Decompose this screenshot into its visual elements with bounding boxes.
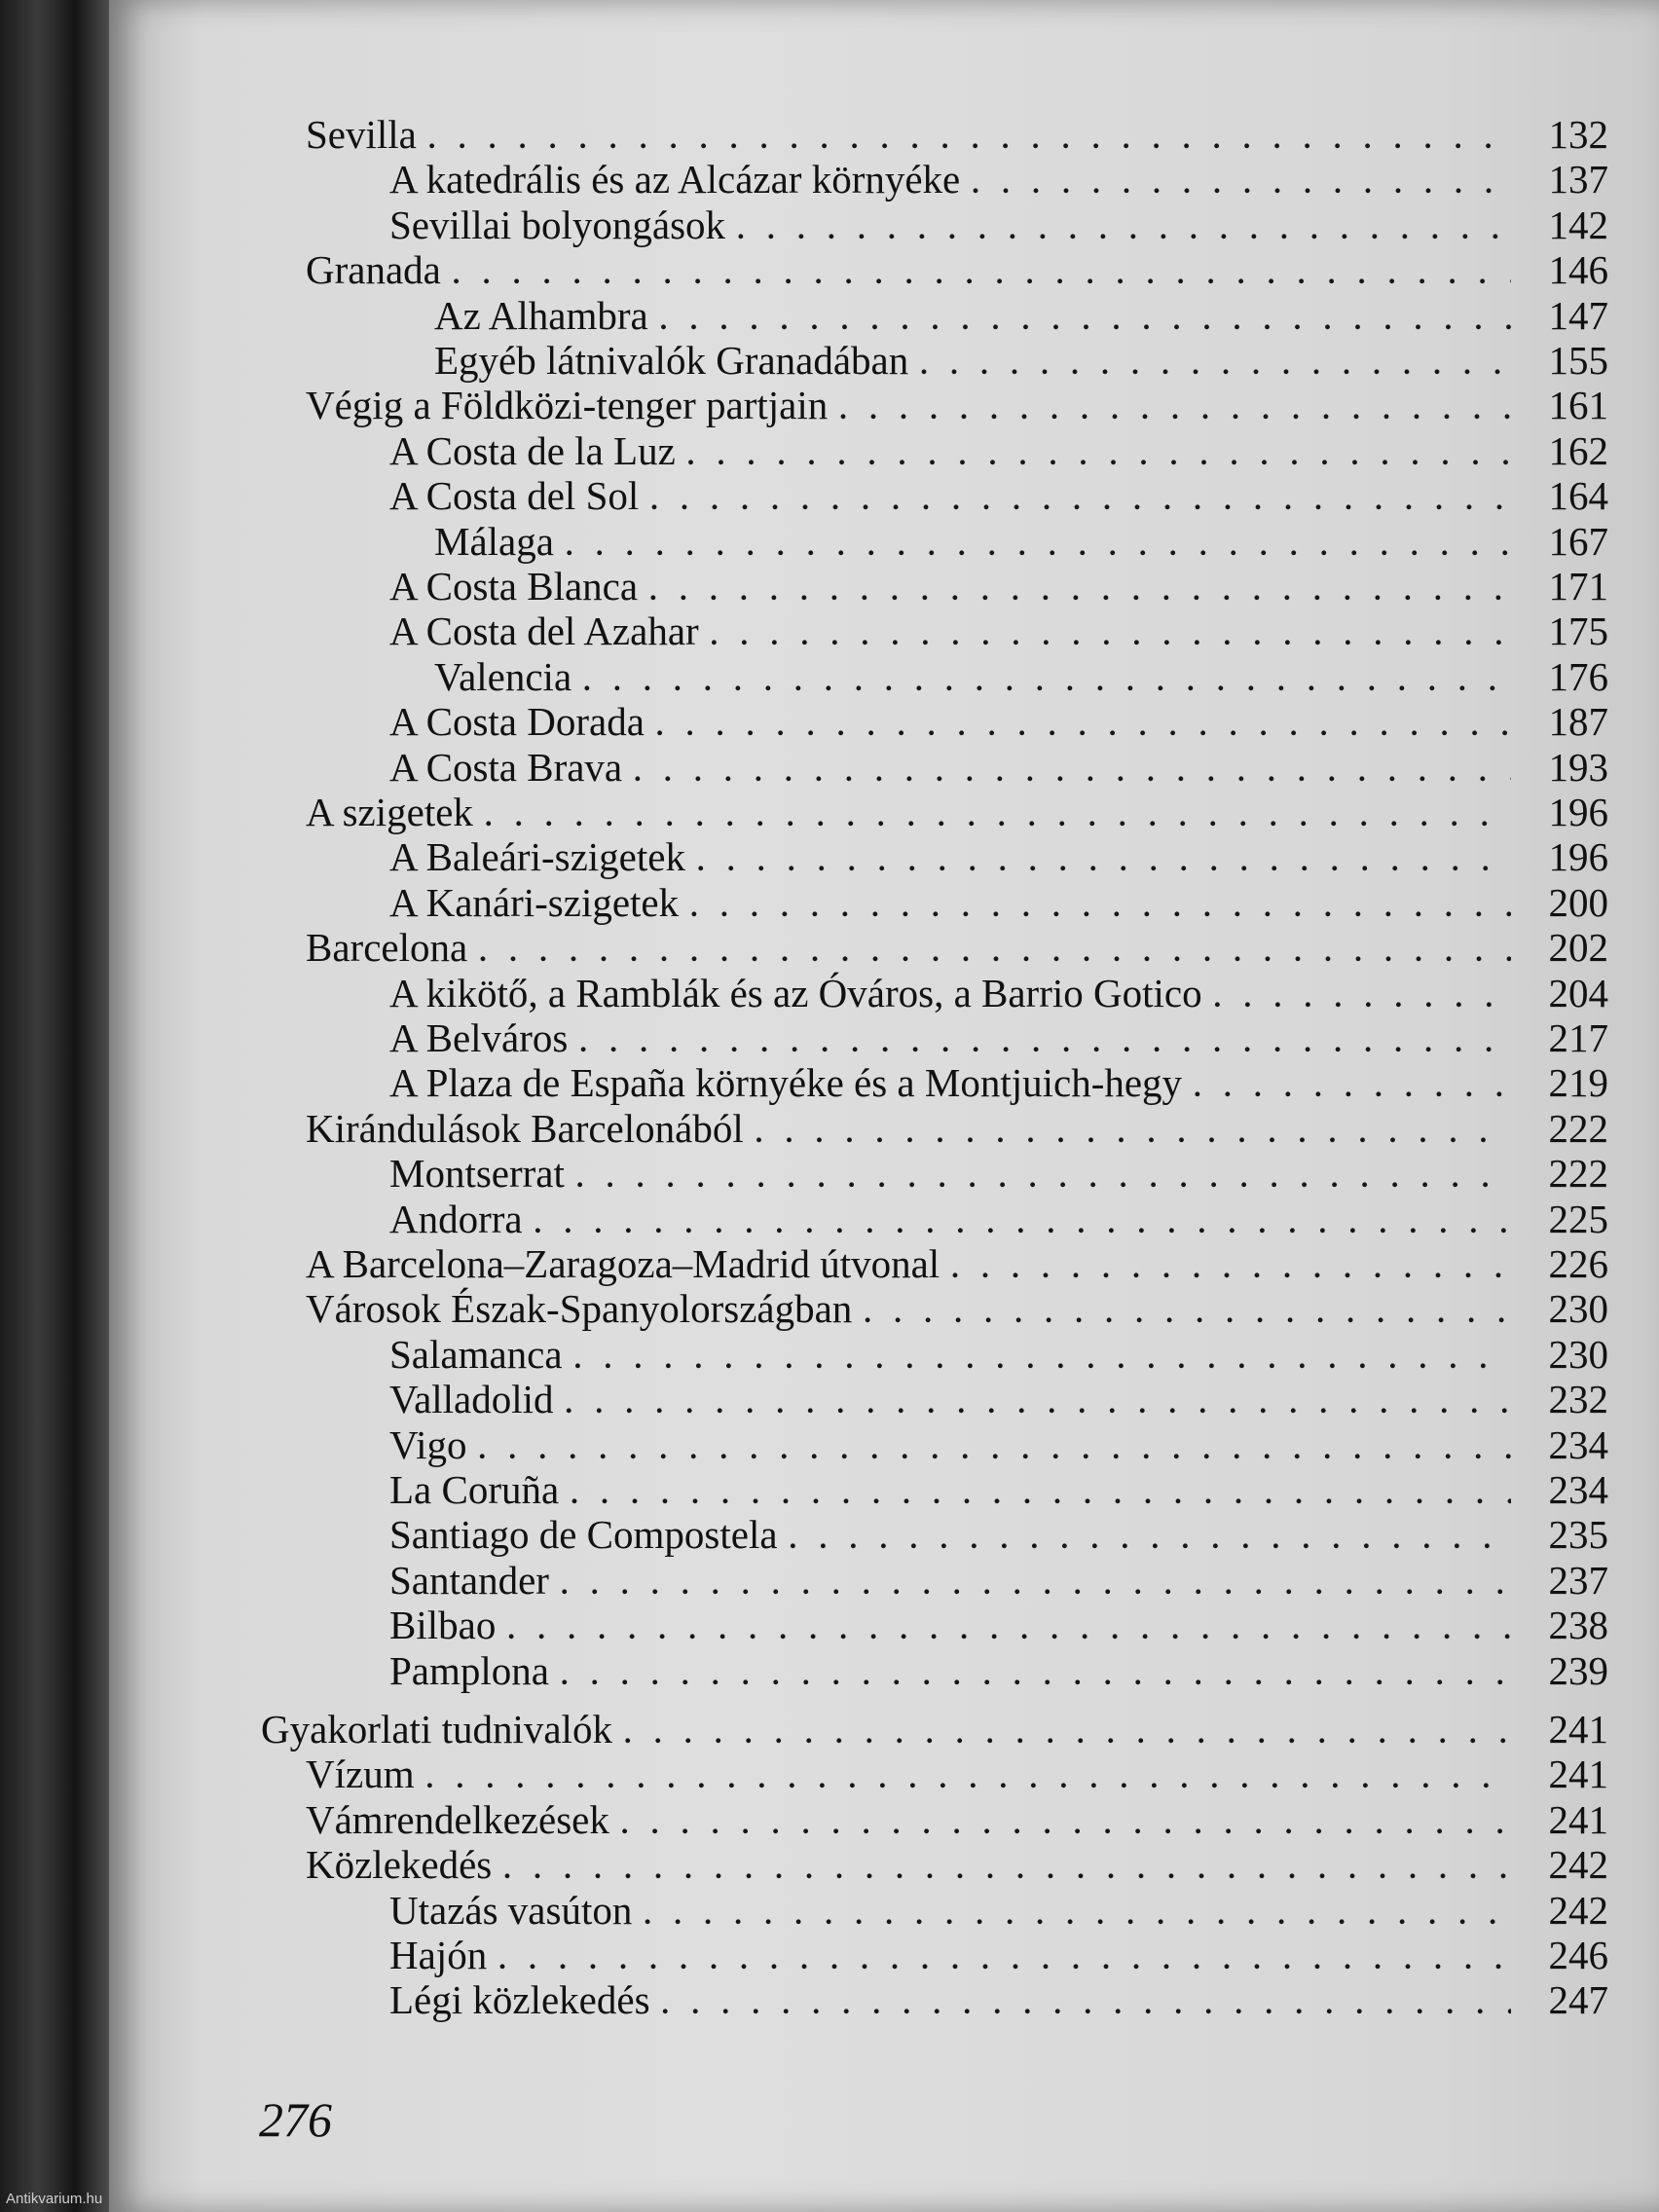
dot-leader [485,794,1511,839]
toc-entry-page: 237 [1548,1558,1608,1603]
toc-entry [306,383,1608,427]
page-number: 276 [259,2092,332,2147]
dot-leader [426,1756,1511,1801]
dot-leader [790,1517,1511,1562]
toc-entry-page: 193 [1548,745,1608,790]
toc-entry [306,1751,1608,1796]
toc-entry-page: 225 [1548,1197,1608,1241]
toc-entry-page: 246 [1548,1933,1608,1977]
watermark: Antikvarium.hu [6,2191,103,2207]
dot-leader [566,524,1511,569]
toc-entry-title: Vámrendelkezések [306,1797,609,1842]
dot-leader [498,1937,1511,1982]
toc-entry [389,880,1608,925]
toc-entry-title: Kirándulások Barcelonából [306,1106,744,1151]
dot-leader [503,1847,1511,1892]
dot-leader [839,387,1511,432]
toc-entry [389,1197,1608,1241]
toc-entry [389,1888,1608,1933]
toc-entry [389,699,1608,744]
toc-entry [434,519,1608,564]
toc-entry-title: Az Alhambra [434,293,648,338]
toc-entry-title: A Belváros [389,1015,569,1060]
toc-entry [389,1603,1608,1647]
dot-leader [660,298,1511,343]
toc-entry-page: 235 [1548,1512,1608,1557]
toc-entry-title: A kikötő, a Ramblák és az Óváros, a Barrio Gotico [389,971,1202,1015]
toc-entry-page: 217 [1548,1015,1608,1060]
toc-entry-page: 196 [1548,834,1608,879]
toc-entry-page: 164 [1548,473,1608,518]
toc-entry [389,1332,1608,1377]
dot-leader [428,117,1511,162]
toc-entry-title: Légi közlekedés [389,1977,650,2022]
toc-entry [434,338,1608,383]
toc-entry [389,428,1608,473]
toc-entry-title: A szigetek [306,790,473,834]
toc-entry-title: Málaga [434,519,554,564]
toc-entry-title: Városok Észak-Spanyolországban [306,1286,853,1331]
toc-entry-page: 171 [1548,564,1608,608]
toc-entry-title: Granada [306,247,441,292]
dot-leader [711,613,1511,658]
dot-leader [644,1893,1511,1937]
toc-entry [306,1842,1608,1887]
dot-leader [561,1563,1511,1607]
toc-entry-title: A Barcelona–Zaragoza–Madrid útvonal [306,1241,940,1286]
toc-entry [389,1422,1608,1467]
toc-entry-title: A Baleári-szigetek [389,834,685,879]
dot-leader [649,569,1511,613]
toc-entry-page: 142 [1548,203,1608,247]
dot-leader [576,1156,1511,1200]
dot-leader [624,1712,1511,1756]
toc-entry-page: 200 [1548,880,1608,925]
toc-entry-page: 204 [1548,971,1608,1015]
toc-entry-title: A Costa del Azahar [389,608,699,653]
toc-entry-title: Sevillai bolyongások [389,203,726,247]
dot-leader [650,478,1511,523]
toc-entry-page: 241 [1548,1797,1608,1842]
toc-entry [306,790,1608,834]
toc-entry [306,925,1608,970]
toc-entry [434,293,1608,338]
dot-leader [756,1111,1511,1156]
dot-leader [972,162,1511,206]
toc-entry-title: Valladolid [389,1377,554,1421]
toc-entry-title: A Costa Blanca [389,564,639,608]
dot-leader [864,1291,1511,1336]
toc-entry-page: 161 [1548,383,1608,427]
toc-entry [306,1286,1608,1331]
dot-leader [697,839,1511,884]
dot-leader [662,1982,1511,2027]
book-spine [0,0,127,2212]
toc-entry-title: La Coruña [389,1467,560,1512]
dot-leader [656,704,1511,749]
toc-entry [389,1377,1608,1421]
toc-entry-page: 234 [1548,1422,1608,1467]
toc-entry [306,112,1608,157]
toc-entry-page: 187 [1548,699,1608,744]
dot-leader [479,930,1511,975]
toc-entry-page: 242 [1548,1888,1608,1933]
toc-entry-page: 230 [1548,1332,1608,1377]
toc-entry-title: Valencia [434,654,572,699]
toc-entry-title: A Kanári-szigetek [389,880,680,925]
toc-entry-page: 137 [1548,157,1608,202]
toc-entry-title: A Plaza de España környéke és a Montjuich-hegy [389,1060,1183,1105]
toc-entry-page: 146 [1548,247,1608,292]
toc-entry [261,1707,1608,1751]
toc-entry [306,1241,1608,1286]
toc-entry [389,1060,1608,1105]
toc-entry-title: Montserrat [389,1151,565,1196]
toc-entry-title: A Costa de la Luz [389,428,676,473]
toc-entry-page: 234 [1548,1467,1608,1512]
toc-entry-title: Bilbao [389,1603,497,1647]
toc-entry-title: Utazás vasúton [389,1888,633,1933]
toc-entry-page: 219 [1548,1060,1608,1105]
toc-entry-page: 232 [1548,1377,1608,1421]
toc-entry-page: 239 [1548,1648,1608,1693]
toc-entry-title: Közlekedés [306,1842,493,1887]
dot-leader [687,433,1511,478]
toc-entry-title: Andorra [389,1197,523,1241]
toc-entry-page: 247 [1548,1977,1608,2022]
toc-entry-page: 167 [1548,519,1608,564]
toc-entry-page: 175 [1548,608,1608,653]
dot-leader [507,1607,1511,1652]
toc-entry-page: 242 [1548,1842,1608,1887]
toc-entry [389,608,1608,653]
dot-leader [566,1382,1511,1426]
toc-entry-title: Barcelona [306,925,468,970]
toc-entry-title: Pamplona [389,1648,549,1693]
toc-entry-title: Salamanca [389,1332,563,1377]
toc-entry-title: A Costa del Sol [389,473,640,518]
toc-entry [306,247,1608,292]
toc-entry-page: 241 [1548,1707,1608,1751]
dot-leader [579,1020,1511,1065]
toc-entry-title: Gyakorlati tudnivalók [261,1707,612,1751]
toc-entry-title: A Costa Dorada [389,699,645,744]
dot-leader [583,659,1511,704]
toc-entry [389,971,1608,1015]
dot-leader [535,1201,1511,1246]
toc-entry [389,1151,1608,1196]
toc-entry-page: 226 [1548,1241,1608,1286]
dot-leader [479,1427,1511,1472]
toc-entry-page: 162 [1548,428,1608,473]
toc-entry-title: Vízum [306,1751,415,1796]
dot-leader [737,207,1511,252]
dot-leader [634,750,1511,794]
toc-entry-page: 222 [1548,1151,1608,1196]
toc-entry [306,1797,1608,1842]
toc-entry-title: Vigo [389,1422,467,1467]
dot-leader [690,885,1511,930]
dot-leader [574,1337,1511,1382]
toc-entry [306,1106,1608,1151]
toc-entry [389,834,1608,879]
dot-leader [571,1472,1511,1517]
toc-entry-title: A Costa Brava [389,745,623,790]
toc-entry-title: Végig a Földközi-tenger partjain [306,383,829,427]
toc-entry [389,1015,1608,1060]
dot-leader [951,1246,1511,1291]
toc-entry [389,203,1608,247]
toc-entry-page: 202 [1548,925,1608,970]
toc-entry [389,1648,1608,1693]
dot-leader [1214,976,1511,1020]
toc-entry-title: Hajón [389,1933,488,1977]
toc-entry-page: 238 [1548,1603,1608,1647]
toc-entry-title: Sevilla [306,112,417,157]
toc-entry [389,1977,1608,2022]
toc-entry-title: Egyéb látnivalók Granadában [434,338,909,383]
toc-entry [389,745,1608,790]
dot-leader [561,1653,1511,1698]
dot-leader [621,1802,1511,1847]
toc-entry [389,564,1608,608]
toc-entry [389,1512,1608,1557]
dot-leader [920,343,1511,387]
toc-entry [389,157,1608,202]
toc-entry-title: Santander [389,1558,549,1603]
toc-entry-title: A katedrális és az Alcázar környéke [389,157,961,202]
toc-entry [434,654,1608,699]
toc-entry-page: 196 [1548,790,1608,834]
dot-leader [453,252,1511,297]
toc-entry [389,473,1608,518]
toc-entry [389,1933,1608,1977]
toc-entry [389,1558,1608,1603]
toc-entry-page: 155 [1548,338,1608,383]
toc-entry-title: Santiago de Compostela [389,1512,778,1557]
toc-entry-page: 222 [1548,1106,1608,1151]
toc-entry [389,1467,1608,1512]
toc-entry-page: 176 [1548,654,1608,699]
toc-entry-page: 241 [1548,1751,1608,1796]
toc-entry-page: 147 [1548,293,1608,338]
dot-leader [1194,1065,1511,1110]
toc-entry-page: 132 [1548,112,1608,157]
toc-entry-page: 230 [1548,1286,1608,1331]
